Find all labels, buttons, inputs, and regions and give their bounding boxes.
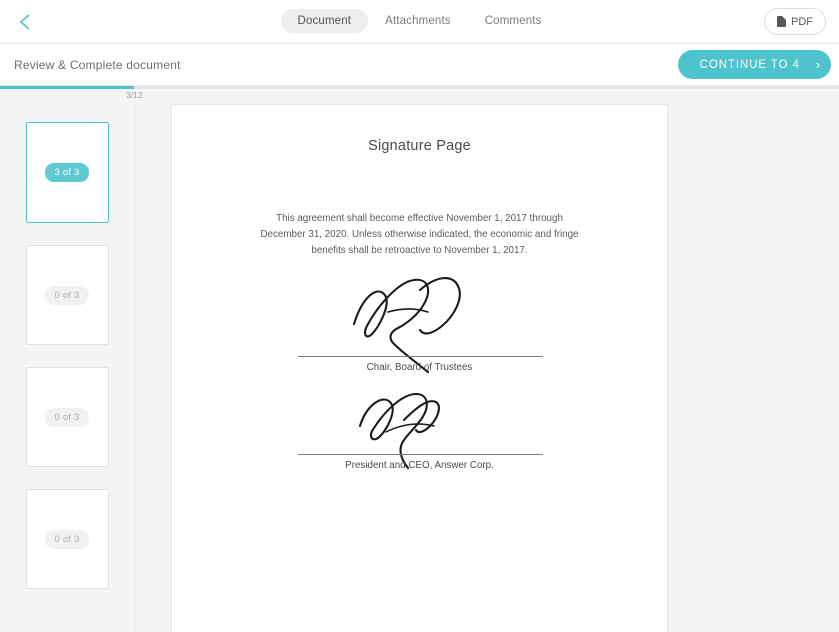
pdf-file-icon	[777, 16, 786, 27]
content-area	[0, 104, 839, 632]
signature-row[interactable]	[172, 299, 667, 375]
document-paragraph: This agreement shall become effective November 1, 2017 through December 31, 2020. Unless otherwise indicated, the economic and fringe benefits shall be retroactive to November 1, 2017.	[260, 213, 579, 256]
progress-label: 3/12	[125, 90, 143, 100]
list-item[interactable]	[26, 245, 109, 345]
signature-caption: Chair, Board of Trustees	[366, 361, 473, 373]
tab-document[interactable]: Document	[281, 9, 369, 33]
review-status-label: Review & Complete document	[14, 57, 181, 72]
view-tabs	[281, 9, 559, 33]
action-bar	[0, 44, 839, 86]
continue-button-label: CONTINUE TO 4	[699, 58, 800, 71]
list-item[interactable]	[26, 367, 109, 467]
document-page	[171, 104, 668, 632]
signature-line	[298, 356, 543, 357]
signature-line	[298, 454, 543, 455]
page-thumbnail-list[interactable]	[0, 104, 135, 632]
signature-caption: President and CEO, Answer Corp.	[345, 459, 494, 471]
thumbnail-badge: 0 of 3	[45, 286, 90, 305]
chevron-right-icon: ›	[815, 57, 821, 72]
chevron-left-icon	[19, 13, 31, 31]
pdf-button[interactable]	[764, 8, 826, 35]
continue-button[interactable]	[678, 50, 831, 79]
document-viewer[interactable]	[135, 104, 839, 632]
page-title: Signature Page	[368, 138, 471, 154]
thumbnail-badge: 0 of 3	[45, 408, 90, 427]
progress-fill	[0, 86, 134, 89]
signature-row[interactable]	[172, 397, 667, 473]
back-button[interactable]	[8, 0, 42, 44]
tab-attachments[interactable]: Attachments	[385, 15, 451, 27]
thumbnail-badge: 0 of 3	[45, 530, 90, 549]
progress-bar	[0, 86, 839, 104]
tab-comments[interactable]: Comments	[484, 15, 542, 27]
top-bar	[0, 0, 839, 44]
list-item[interactable]	[26, 122, 109, 223]
list-item[interactable]	[26, 489, 109, 589]
signature-block	[172, 299, 667, 473]
thumbnail-badge: 3 of 3	[45, 163, 90, 182]
pdf-button-label: PDF	[791, 15, 813, 28]
